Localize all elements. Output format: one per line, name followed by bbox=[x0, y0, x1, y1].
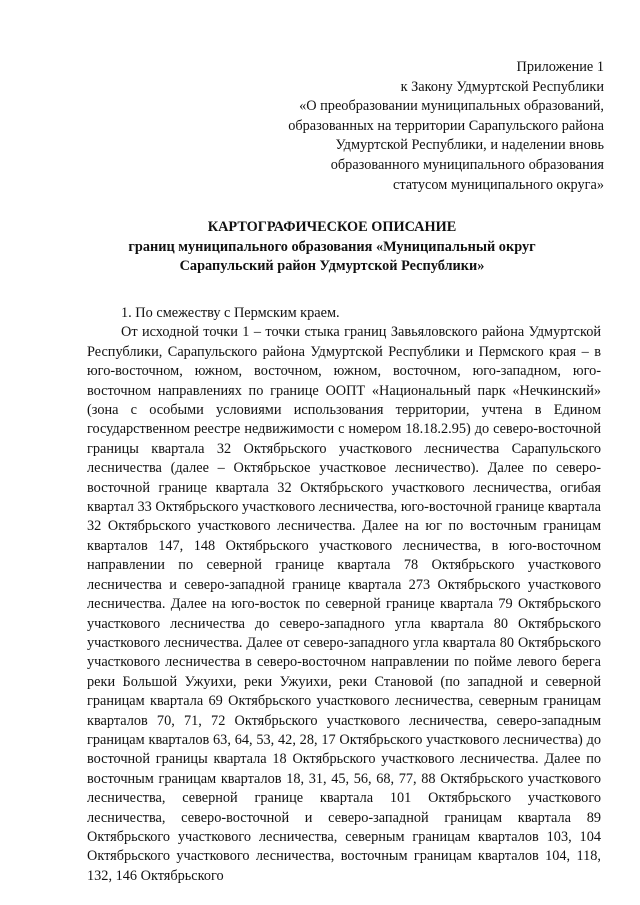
document-body bbox=[87, 304, 601, 886]
appendix-line: образованного муниципального образования bbox=[330, 156, 604, 173]
appendix-line: «О преобразовании муниципальных образований, bbox=[299, 98, 604, 115]
document-title bbox=[60, 218, 604, 277]
appendix-header bbox=[184, 58, 604, 195]
appendix-number: Приложение 1 bbox=[516, 59, 604, 75]
section-heading: 1. По смежеству с Пермским краем. bbox=[121, 305, 340, 321]
appendix-line: к Закону Удмуртской Республики bbox=[400, 78, 604, 95]
appendix-line: образованных на территории Сарапульского района bbox=[288, 117, 604, 134]
body-paragraph: От исходной точки 1 – точки стыка границ Завьяловского района Удмуртской Республики, Сарапульского района Удмуртской Республики и Пермского края – в юго-восточном, южном, восточном, южном, восточном, юго-западном, юго-восточном направлениях по границе ООПТ «Национальный парк «Нечкинский» (зона с особыми условиями использования территории, учтена в Едином государственном реестре недвижимости с номером 18.18.2.95) до северо-восточной границы квартала 32 Октябрьского участкового лесничества Сарапульского лесничества (далее – Октябрьское участковое лесничество). Далее по северо-восточной границе квартала 32 Октябрьского участкового лесничества, огибая квартал 33 Октябрьского участкового лесничества, юго-восточной границе квартала 32 Октябрьского участкового лесничества. Далее на юг по восточным границам кварталов 147, 148 Октябрьского участкового лесничества, в юго-восточном направлении по северной границе квартала 78 Октябрьского участкового лесничества и северо-западной границе квартала 273 Октябрьского участкового лесничества. Далее на юго-восток по северной границе квартала 79 Октябрьского участкового лесничества до северо-западного угла квартала 80 Октябрьского участкового лесничества. Далее от северо-западного угла квартала 80 Октябрьского участкового лесничества в северо-восточном направлении по пойме левого берега реки Большой Ужуихи, реки Ужуихи, реки Становой (по западной и северной границам квартала 69 Октябрьского участкового лесничества, северным границам кварталов 70, 71, 72 Октябрьского участкового лесничества, северо-западным границам кварталов 63, 64, 53, 42, 28, 17 Октябрьского участкового лесничества) до восточной границы квартала 18 Октябрьского участкового лесничества. Далее по восточным границам кварталов 18, 31, 45, 56, 68, 77, 88 Октябрьского участкового лесничества, северной границе квартала 101 Октябрьского участкового лесничества, северо-восточной и северо-западной границам квартала 89 Октябрьского участкового лесничества, северным границам кварталов 103, 104 Октябрьского участкового лесничества, восточным границам кварталов 104, 118, 132, 146 Октябрьского bbox=[87, 324, 601, 884]
title-line-2: границ муниципального образования «Муниципальный округ bbox=[128, 238, 536, 255]
appendix-line: Удмуртской Республики, и наделении вновь bbox=[335, 137, 604, 154]
title-line-3: Сарапульский район Удмуртской Республики» bbox=[179, 258, 485, 275]
appendix-line: статусом муниципального округа» bbox=[393, 176, 604, 193]
title-line-1: КАРТОГРАФИЧЕСКОЕ ОПИСАНИЕ bbox=[207, 219, 457, 235]
